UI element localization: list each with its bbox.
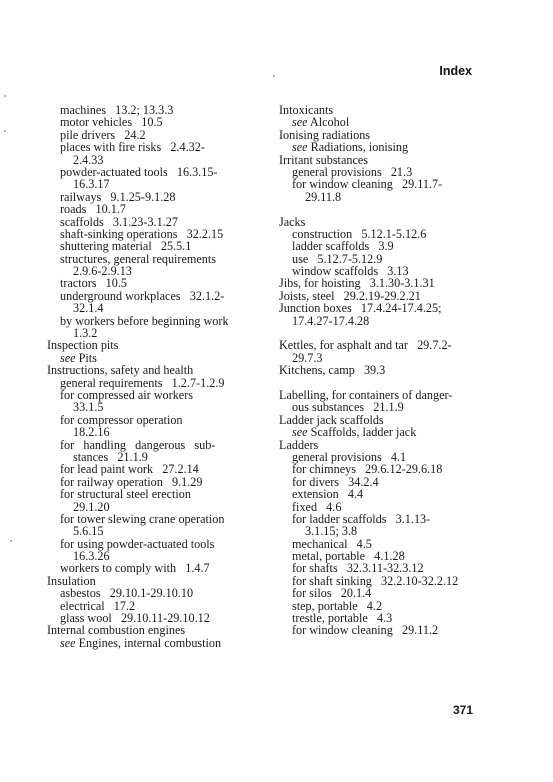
index-entry-text: for tower slewing crane operation	[60, 511, 225, 526]
index-entry-text: Scaffolds, ladder jack	[307, 425, 417, 440]
index-entry-text: for chimneys 29.6.12-29.6.18	[292, 462, 443, 477]
index-entry-text: Ladder jack scaffolds	[279, 412, 384, 427]
see-reference-label: see	[292, 425, 308, 440]
index-entry-text: motor vehicles 10.5	[60, 115, 163, 130]
index-entry-text: for window cleaning 29.11.2	[292, 623, 439, 638]
index-entry-text: shaft-sinking operations 32.2.15	[60, 226, 224, 241]
index-entry-text: general provisions 21.3	[292, 164, 413, 179]
index-entry-text: for lead paint work 27.2.14	[60, 462, 199, 477]
index-entry-text: railways 9.1.25-9.1.28	[60, 189, 176, 204]
index-entry-text: for handling dangerous sub-	[60, 437, 216, 452]
index-entry-text: for shaft sinking 32.2.10-32.2.12	[292, 573, 459, 588]
see-reference-label: see	[60, 350, 76, 365]
index-entry-text: Jibs, for hoisting 3.1.30-3.1.31	[279, 276, 435, 291]
index-subentry	[279, 315, 501, 327]
index-entry-text: 17.4.27-17.4.28	[292, 313, 370, 328]
index-entry-text: Ionising radiations	[279, 127, 371, 142]
index-subentry	[47, 637, 279, 649]
index-entry-text: 29.11.8	[305, 189, 342, 204]
scan-speck	[10, 540, 12, 542]
index-entry-text: places with fire risks 2.4.32-	[60, 140, 205, 155]
index-entry-text: pile drivers 24.2	[60, 127, 146, 142]
index-entry-text: Radiations, ionising	[307, 140, 409, 155]
index-entry-text: fixed 4.6	[292, 499, 342, 514]
index-column-right	[279, 104, 501, 637]
index-entry-text: 33.1.5	[73, 400, 104, 415]
scan-speck	[4, 130, 6, 132]
index-entry-text: stances 21.1.9	[73, 449, 148, 464]
index-entry-text: asbestos 29.10.1-29.10.10	[60, 586, 194, 601]
index-entry-text: Jacks	[279, 214, 306, 229]
index-entry-text: 5.6.15	[73, 524, 104, 539]
index-entry-text: shuttering material 25.5.1	[60, 239, 192, 254]
index-heading	[279, 364, 501, 376]
index-entry-text: Ladders	[279, 437, 319, 452]
see-reference-label: see	[292, 140, 308, 155]
index-entry-text: 16.3.17	[73, 177, 110, 192]
index-subentry	[279, 191, 501, 203]
index-entry-text: construction 5.12.1-5.12.6	[292, 226, 427, 241]
index-entry-text: for compressed air workers	[60, 387, 193, 402]
index-entry-text: step, portable 4.2	[292, 598, 383, 613]
index-entry-text: ladder scaffolds 3.9	[292, 239, 394, 254]
index-entry-text: Junction boxes 17.4.24-17.4.25;	[279, 301, 442, 316]
index-entry-text: Labelling, for containers of danger-	[279, 387, 453, 402]
index-entry-text: use 5.12.7-5.12.9	[292, 251, 383, 266]
index-subentry	[279, 624, 501, 636]
index-entry-text: 29.1.20	[73, 499, 110, 514]
index-entry-text: Alcohol	[307, 115, 350, 130]
index-entry-text: 2.4.33	[73, 152, 104, 167]
index-entry-text: Instructions, safety and health	[47, 363, 194, 378]
index-entry-text: for compressor operation	[60, 412, 183, 427]
index-entry-text: Irritant substances	[279, 152, 369, 167]
index-entry-text: Kitchens, camp 39.3	[279, 363, 386, 378]
see-reference-label: see	[292, 115, 308, 130]
index-column-left	[47, 104, 279, 649]
index-entry-text: mechanical 4.5	[292, 536, 372, 551]
index-entry-text: Engines, internal combustion	[75, 635, 222, 650]
index-entry-text: machines 13.2; 13.3.3	[60, 103, 174, 117]
index-entry-text: Joists, steel 29.2.19-29.2.21	[279, 288, 421, 303]
index-entry-text: for silos 20.1.4	[292, 586, 372, 601]
index-entry-text: for structural steel erection	[60, 487, 191, 502]
index-entry-text: 2.9.6-2.9.13	[73, 264, 132, 279]
index-entry-text: workers to comply with 1.4.7	[60, 561, 210, 576]
index-entry-text: extension 4.4	[292, 487, 364, 502]
index-entry-text: underground workplaces 32.1.2-	[60, 288, 225, 303]
index-entry-text: 29.7.3	[292, 350, 323, 365]
index-entry-text: general provisions 4.1	[292, 449, 407, 464]
index-entry-text: 32.1.4	[73, 301, 104, 316]
index-entry-text: scaffolds 3.1.23-3.1.27	[60, 214, 178, 229]
index-entry-text: for ladder scaffolds 3.1.13-	[292, 511, 431, 526]
index-entry-text: for divers 34.2.4	[292, 474, 379, 489]
index-entry-text: electrical 17.2	[60, 598, 136, 613]
index-entry-text: 16.3.26	[73, 549, 110, 564]
index-entry-text: ous substances 21.1.9	[292, 400, 404, 415]
index-entry-text: powder-actuated tools 16.3.15-	[60, 164, 218, 179]
index-entry-text: 18.2.16	[73, 425, 110, 440]
index-entry-text: structures, general requirements	[60, 251, 217, 266]
index-entry-text: Inspection pits	[47, 338, 119, 353]
index-entry-text: general requirements 1.2.7-1.2.9	[60, 375, 225, 390]
index-entry-text: metal, portable 4.1.28	[292, 549, 405, 564]
see-reference-label: see	[60, 635, 76, 650]
index-entry-text: 3.1.15; 3.8	[305, 524, 358, 539]
index-entry-text: for shafts 32.3.11-32.3.12	[292, 561, 424, 576]
index-entry-text: roads 10.1.7	[60, 202, 127, 217]
index-entry-text: for using powder-actuated tools	[60, 536, 215, 551]
page-number: 371	[452, 703, 473, 717]
index-entry-text: Insulation	[47, 573, 96, 588]
index-entry-text: glass wool 29.10.11-29.10.12	[60, 611, 210, 626]
index-entry-text: 1.3.2	[73, 326, 98, 341]
index-entry-text: window scaffolds 3.13	[292, 264, 409, 279]
index-entry-text: for railway operation 9.1.29	[60, 474, 203, 489]
scan-speck	[273, 75, 275, 77]
running-header: Index	[439, 64, 472, 78]
index-entry-text: Intoxicants	[279, 103, 334, 117]
section-gap	[279, 203, 501, 215]
index-entry-text: Kettles, for asphalt and tar 29.7.2-	[279, 338, 452, 353]
index-entry-text: Internal combustion engines	[47, 623, 186, 638]
index-entry-text: for window cleaning 29.11.7-	[292, 177, 443, 192]
index-entry-text: Pits	[75, 350, 97, 365]
index-entry-text: by workers before beginning work	[60, 313, 229, 328]
scan-speck	[4, 95, 6, 97]
index-entry-text: tractors 10.5	[60, 276, 128, 291]
index-entry-text: trestle, portable 4.3	[292, 611, 393, 626]
